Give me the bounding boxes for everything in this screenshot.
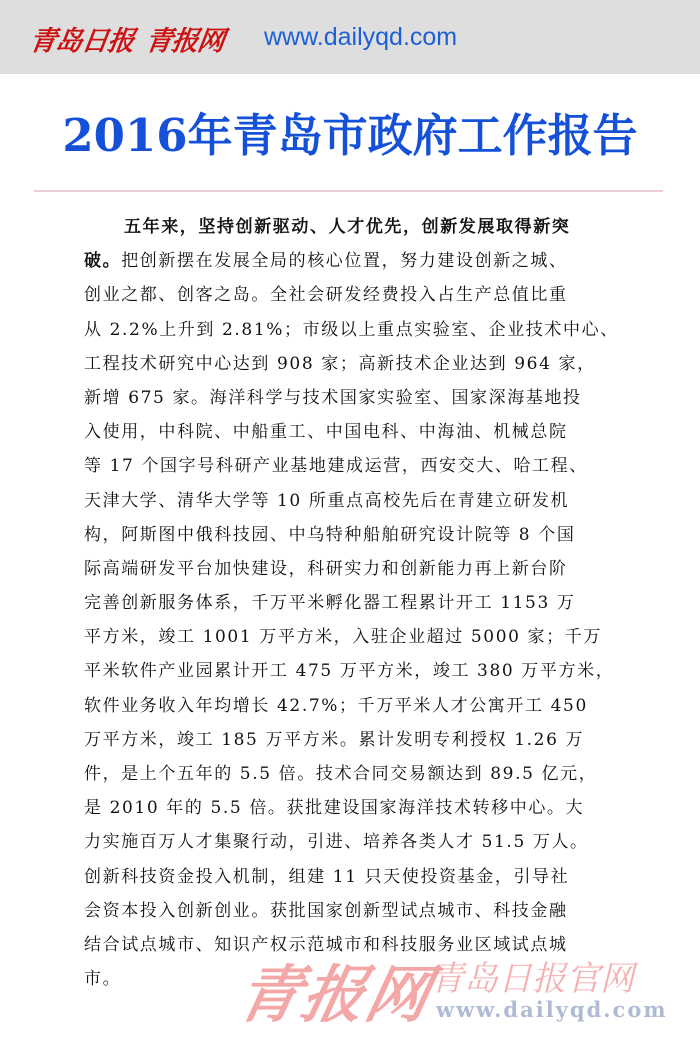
article-line: 件，是上个五年的 5.5 倍。技术合同交易额达到 89.5 亿元， [84, 764, 598, 784]
logo-qingbao-net: 青报网 [143, 25, 226, 57]
watermark-subtitle: 青岛日报官网 [430, 959, 634, 999]
article-lead-line: 五年来，坚持创新驱动、人才优先，创新发展取得新突 [124, 217, 571, 237]
article-line: 力实施百万人才集聚行动，引进、培养各类人才 51.5 万人。 [84, 832, 589, 853]
article-line: 创业之都、创客之岛。全社会研发经费投入占生产总值比重 [84, 285, 568, 306]
article-line: 破。把创新摆在发展全局的核心位置，努力建设创新之城、 [84, 251, 568, 272]
article-lead-end: 破。 [84, 251, 122, 272]
title-divider [34, 190, 663, 192]
article-line: 会资本投入创新创业。获批国家创新型试点城市、科技金融 [84, 900, 568, 921]
site-header [0, 0, 700, 74]
article-line: 从 2.2%上升到 2.81%；市级以上重点实验室、企业技术中心、 [84, 319, 619, 340]
article-line: 工程技术研究中心达到 908 家；高新技术企业达到 964 家， [84, 353, 596, 374]
article-line: 是 2010 年的 5.5 倍。获批建设国家海洋技术转移中心。大 [84, 798, 585, 819]
article-line: 平方米，竣工 1001 万平方米，入驻企业超过 5000 家；千万 [84, 627, 602, 648]
logo-qingdao-daily: 青岛日报 [27, 25, 136, 57]
article-line: 创新科技资金投入机制，组建 11 只天使投资基金，引导社 [84, 866, 570, 887]
article-line: 等 17 个国字号科研产业基地建成运营，西安交大、哈工程、 [84, 456, 588, 477]
newspaper-logo[interactable] [27, 14, 228, 62]
article-line: 万平方米，竣工 185 万平方米。累计发明专利授权 1.26 万 [84, 729, 585, 750]
article-body [84, 210, 624, 996]
article-line: 入使用，中科院、中船重工、中国电科、中海油、机械总院 [84, 422, 568, 443]
article-line: 际高端研发平台加快建设，科研实力和创新能力再上新台阶 [84, 558, 568, 579]
watermark-logo: 青报网 [231, 958, 439, 1031]
article-line: 结合试点城市、知识产权示范城市和科技服务业区域试点城 [84, 934, 568, 955]
article-line: 新增 675 家。海洋科学与技术国家实验室、国家深海基地投 [84, 387, 582, 408]
site-url-link[interactable]: www.dailyqd.com [264, 23, 458, 51]
article-line: 构，阿斯图中俄科技园、中乌特种船舶研究设计院等 8 个国 [84, 524, 576, 545]
article-line: 平米软件产业园累计开工 475 万平方米，竣工 380 万平方米， [84, 661, 615, 682]
article-line: 市。 [84, 969, 122, 990]
page-title: 2016年青岛市政府工作报告 [62, 109, 638, 162]
article-line: 天津大学、清华大学等 10 所重点高校先后在青建立研发机 [84, 490, 570, 511]
article-line: 软件业务收入年均增长 42.7%；千万平米人才公寓开工 450 [84, 695, 588, 716]
article-line: 完善创新服务体系，千万平米孵化器工程累计开工 1153 万 [84, 593, 576, 614]
watermark-url: www.dailyqd.com [436, 997, 668, 1022]
